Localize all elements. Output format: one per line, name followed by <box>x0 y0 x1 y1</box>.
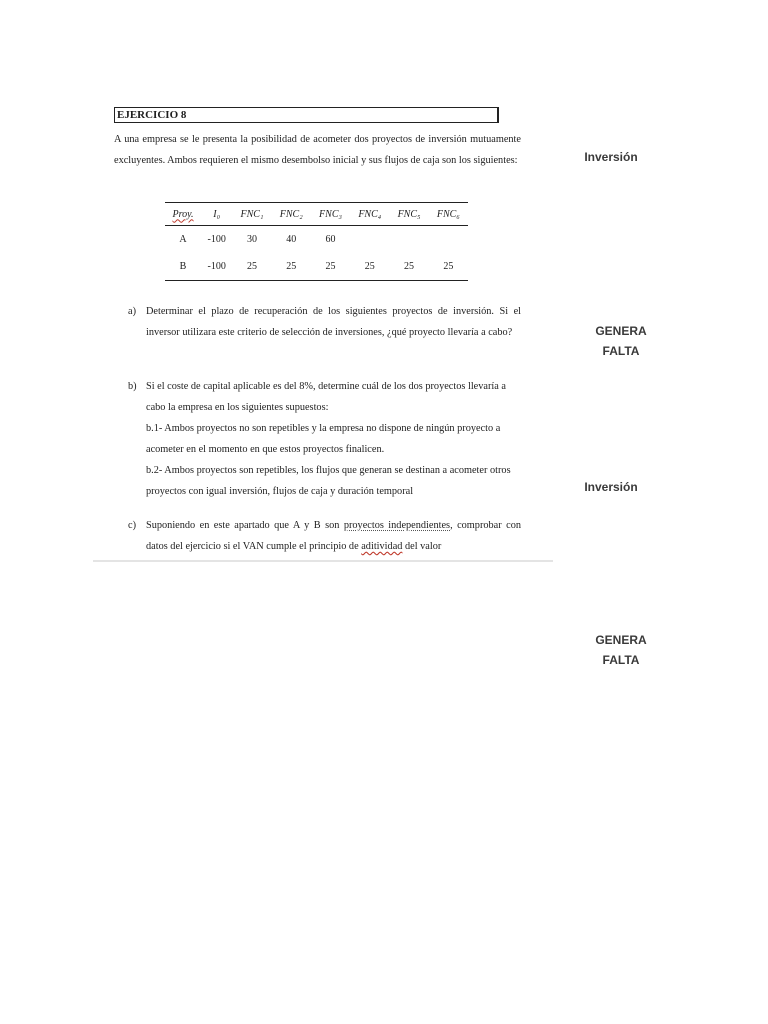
side-label-genera-falta-2: GENERA FALTA <box>595 633 647 667</box>
table-cell: B <box>165 253 201 281</box>
header-fnc5: FNC₅ <box>389 203 428 226</box>
exercise-title: EJERCICIO 8 <box>114 107 499 123</box>
spellcheck-word: aditividad <box>361 541 403 552</box>
side-label-inversion-2: Inversión <box>584 480 638 494</box>
table-cell: 25 <box>232 253 271 281</box>
table-header-row <box>165 203 468 226</box>
independent-projects-term: proyectos independientes <box>343 520 451 531</box>
table-cell <box>389 226 428 254</box>
table-cell: -100 <box>207 234 226 245</box>
table-cell: -100 <box>201 253 232 281</box>
table-row <box>165 253 468 281</box>
question-a-text: Determinar el plazo de recuperación de los siguientes proyectos de inversión. Si el inversor utilizara este criterio de selección de inversiones, ¿qué proyecto llevaría a cabo? <box>146 306 521 338</box>
table-cell: 40 <box>286 234 297 245</box>
question-b2-text: b.2- Ambos proyectos son repetibles, los flujos que generan se destinan a acometer otros proyectos con igual inversión, flujos de caja y duración temporal <box>146 465 511 497</box>
question-c-text: Suponiendo en este apartado que A y B son proyectos independientes, comprobar con datos del ejercicio si el VAN cumple el principio de aditividad del valor <box>146 520 521 552</box>
side-label-genera-falta-1: GENERA FALTA <box>595 324 647 358</box>
question-c <box>128 515 521 557</box>
question-c-marker: c) <box>128 520 136 531</box>
table-cell: 25 <box>272 253 311 281</box>
table-cell: 25 <box>389 253 428 281</box>
header-i0: I₀ <box>201 203 232 226</box>
table-cell <box>429 226 468 254</box>
question-b-marker: b) <box>128 381 137 392</box>
question-b1-text: b.1- Ambos proyectos no son repetibles y la empresa no dispone de ningún proyecto a acometer en el momento en que estos proyectos finalicen. <box>146 423 501 455</box>
header-fnc1: FNC₁ <box>232 203 271 226</box>
page-divider <box>93 560 553 562</box>
cash-flow-table <box>165 202 468 281</box>
side-label-inversion-1: Inversión <box>584 150 638 164</box>
question-b-text: Si el coste de capital aplicable es del 8%, determine cuál de los dos proyectos llevaría a cabo la empresa en los siguientes supuestos: <box>146 381 506 413</box>
table-row <box>165 226 468 254</box>
table-cell: 25 <box>350 253 389 281</box>
intro-paragraph: A una empresa se le presenta la posibilidad de acometer dos proyectos de inversión mutuamente excluyentes. Ambos requieren el mismo desembolso inicial y sus flujos de caja son los siguientes: <box>114 134 521 166</box>
question-a <box>128 301 521 343</box>
question-b <box>128 376 521 502</box>
question-a-marker: a) <box>128 306 136 317</box>
table-cell: 60 <box>325 234 336 245</box>
table-cell <box>350 226 389 254</box>
header-fnc4: FNC₄ <box>350 203 389 226</box>
table-cell: 25 <box>429 253 468 281</box>
table-cell: 30 <box>246 234 257 245</box>
header-proy: Proy. <box>165 203 201 226</box>
header-fnc2: FNC₂ <box>272 203 311 226</box>
header-fnc6: FNC₆ <box>429 203 468 226</box>
table-cell: A <box>179 234 187 245</box>
table-cell: 25 <box>311 253 350 281</box>
header-fnc3: FNC₃ <box>311 203 350 226</box>
